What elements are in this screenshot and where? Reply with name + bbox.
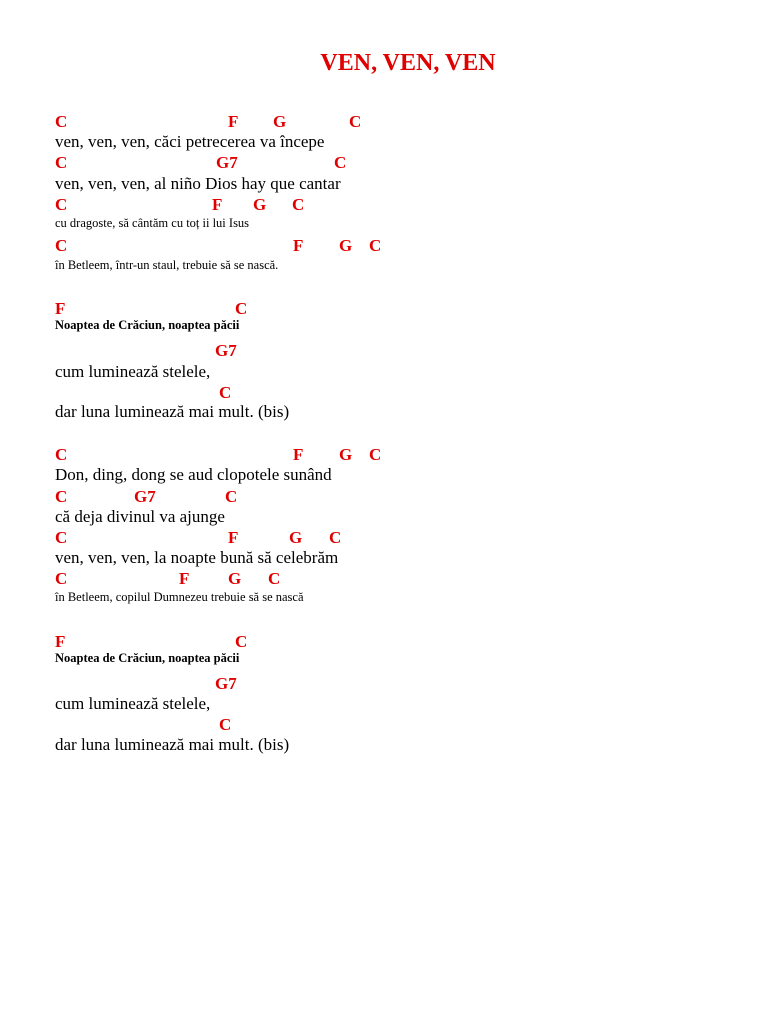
chord: C: [55, 153, 68, 172]
chord-line: [55, 153, 755, 173]
chord: C: [219, 715, 232, 734]
chord-line: [55, 487, 755, 507]
chord-line: [55, 299, 755, 319]
lyric-line: ven, ven, ven, căci petrecerea va începe: [55, 132, 325, 151]
chord: C: [292, 195, 305, 214]
chord-line: [55, 341, 755, 361]
chord: F: [293, 445, 304, 464]
chord: C: [369, 445, 382, 464]
chord: F: [228, 112, 239, 131]
chord-line: [55, 236, 755, 256]
chord: C: [219, 383, 232, 402]
chord: F: [55, 632, 66, 651]
chord: F: [179, 569, 190, 588]
chord-line: [55, 632, 755, 652]
chord: C: [55, 195, 68, 214]
lyric-line: cu dragoste, să cântăm cu toț ii lui Isus: [55, 216, 250, 230]
chord-line: [55, 383, 755, 403]
chord: C: [55, 236, 68, 255]
chord: G: [339, 445, 353, 464]
lyric-line: dar luna luminează mai mult. (bis): [55, 735, 290, 754]
chord: C: [55, 112, 68, 131]
lyric-line: că deja divinul va ajunge: [55, 507, 225, 526]
chord: C: [349, 112, 362, 131]
chord: G: [289, 528, 303, 547]
chord-line: [55, 195, 755, 215]
song-title: VEN, VEN, VEN: [320, 50, 496, 76]
chord: G: [228, 569, 242, 588]
chord: C: [55, 487, 68, 506]
chord-line: [55, 528, 755, 548]
chord: G: [339, 236, 353, 255]
chord: C: [55, 528, 68, 547]
lyric-line: ven, ven, ven, al niño Dios hay que cantar: [55, 174, 341, 193]
lyric-line: Don, ding, dong se aud clopotele sunând: [55, 465, 332, 484]
chord-line: [55, 569, 755, 589]
chord: C: [268, 569, 281, 588]
lyric-line: în Betleem, copilul Dumnezeu trebuie să se nască: [55, 590, 304, 604]
chord: C: [55, 569, 68, 588]
chord: F: [212, 195, 223, 214]
lyric-line: cum luminează stelele,: [55, 362, 211, 381]
chord: F: [293, 236, 304, 255]
chord: C: [235, 299, 248, 318]
chord: C: [55, 445, 68, 464]
chord-line: [55, 112, 755, 132]
chord: C: [369, 236, 382, 255]
chord: C: [235, 632, 248, 651]
chord: G7: [134, 487, 156, 506]
chord: C: [329, 528, 342, 547]
chord: F: [55, 299, 66, 318]
lyric-line: cum luminează stelele,: [55, 694, 211, 713]
chord: F: [228, 528, 239, 547]
chord: C: [225, 487, 238, 506]
chord: C: [334, 153, 347, 172]
chord-line: [55, 674, 755, 694]
lyric-line: dar luna luminează mai mult. (bis): [55, 402, 290, 421]
chord: G: [253, 195, 267, 214]
chord: G7: [215, 341, 237, 360]
chord-line: [55, 715, 755, 735]
chord: G: [273, 112, 287, 131]
lyric-line: în Betleem, într-un staul, trebuie să se nască.: [55, 258, 279, 272]
lyric-line: Noaptea de Crăciun, noaptea păcii: [55, 651, 240, 665]
chord: G7: [216, 153, 238, 172]
chord: G7: [215, 674, 237, 693]
chord-line: [55, 445, 755, 465]
lyric-line: Noaptea de Crăciun, noaptea păcii: [55, 318, 240, 332]
lyric-line: ven, ven, ven, la noapte bună să celebrăm: [55, 548, 339, 567]
